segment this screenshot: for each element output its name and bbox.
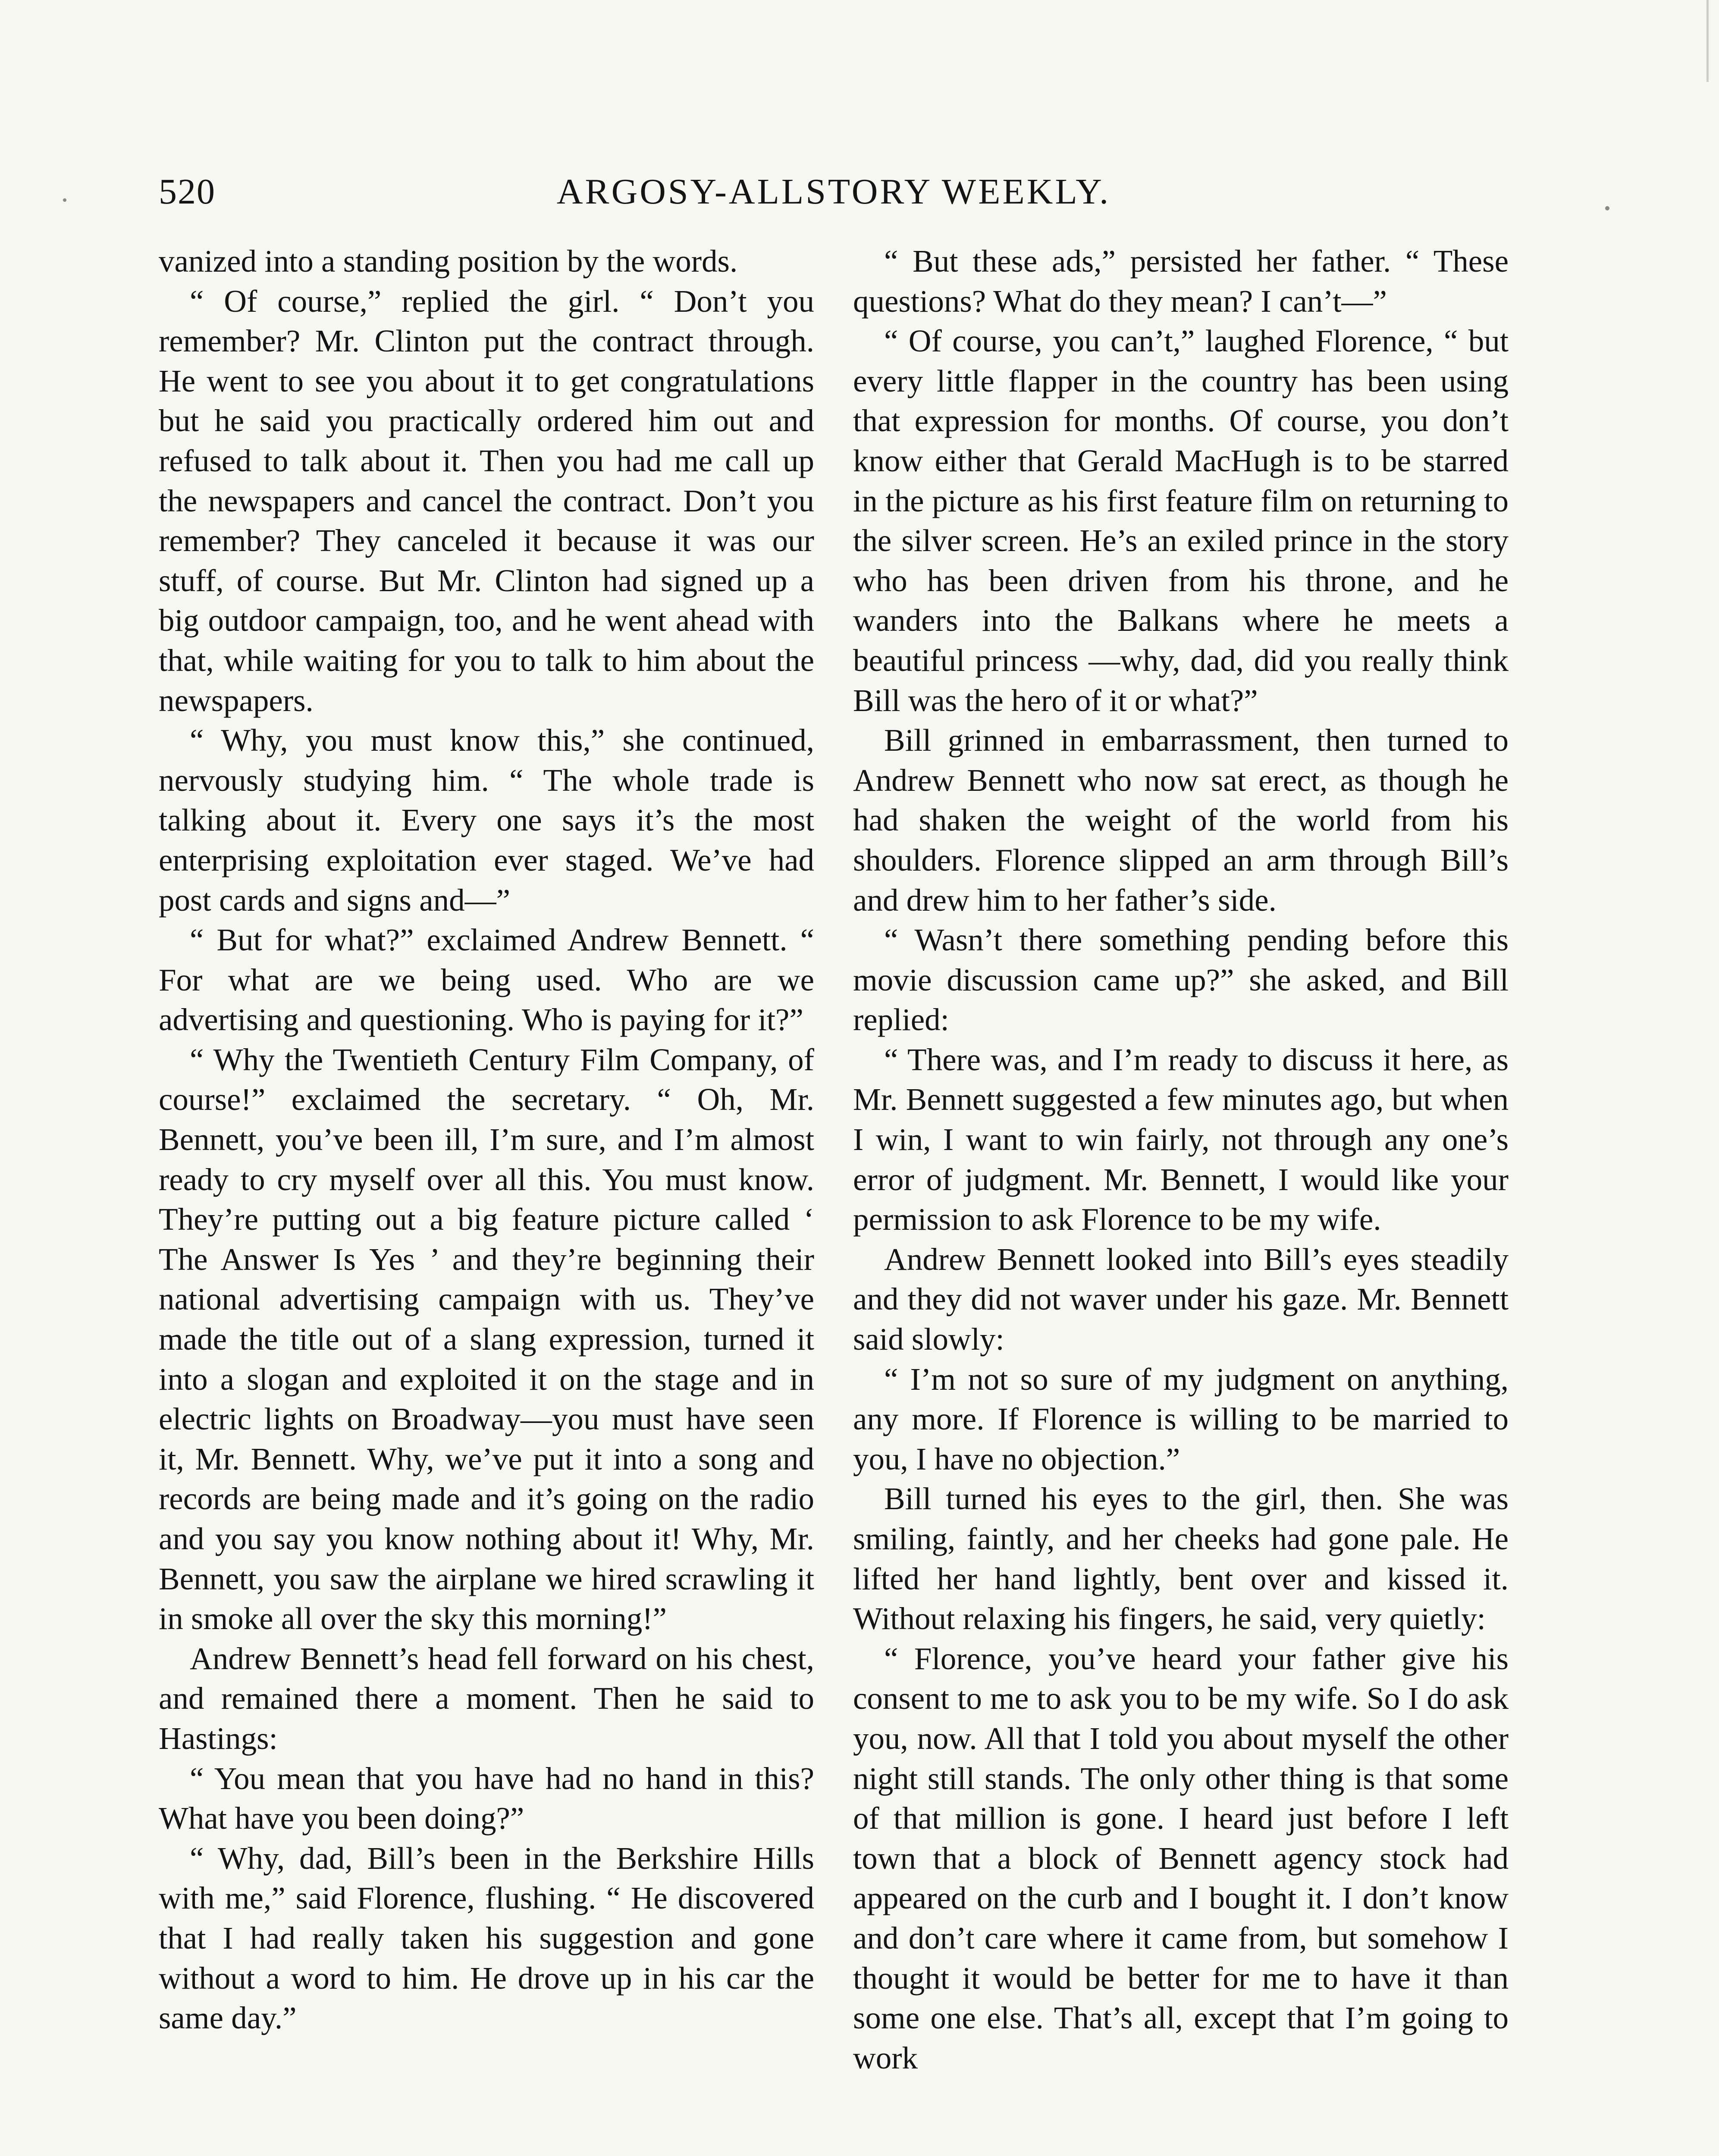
scan-margin-line [1706, 0, 1709, 82]
paragraph: “ Florence, you’ve heard your father give his consent to me to ask you to be my wife. So I do ask you, now. All that I told you about myself the other night still stands. The only other thing is that some of that million is gone. I heard just before I left town that a block of Bennett agency stock had appeared on the curb and I bought it. I don’t know and don’t care where it came from, but somehow I thought it would be better for me to have it than some one else. That’s all, except that I’m going to work [853, 1641, 1509, 2075]
paragraph: “ Why, you must know this,” she continued, nervously studying him. “ The whole trade is talking about it. Every one says it’s the most enterprising exploitation ever staged. We’ve had post cards and signs and—” [159, 723, 814, 918]
paragraph: “ But these ads,” persisted her father. “ These questions? What do they mean? I can’t—” [853, 244, 1509, 319]
paragraph: “ There was, and I’m ready to discuss it here, as Mr. Bennett suggested a few minutes ago, but when I win, I want to win fairly, not through any one’s error of judgment. Mr. Bennett, I would like your permission to ask Florence to be my wife. [853, 1042, 1509, 1237]
paragraph: “ Of course,” replied the girl. “ Don’t you remember? Mr. Clinton put the contract through. He went to see you about it to get congratulations but he said you practically ordered him out and refused to talk about it. Then you had me call up the newspapers and cancel the contract. Don’t you remember? They canceled it because it was our stuff, of course. But Mr. Clinton had signed up a big outdoor campaign, too, and he went ahead with that, while waiting for you to talk to him about the newspapers. [159, 283, 814, 718]
paragraph: “ But for what?” exclaimed Andrew Bennett. “ For what are we being used. Who are we advertising and questioning. Who is paying for it?” [159, 922, 814, 1037]
left-column [159, 241, 814, 2038]
paragraph: “ I’m not so sure of my judgment on anything, any more. If Florence is willing to be married to you, I have no objection.” [853, 1361, 1509, 1476]
paragraph: vanized into a standing position by the words. [159, 244, 738, 279]
paragraph: “ Why the Twentieth Century Film Company, of course!” exclaimed the secretary. “ Oh, Mr. Bennett, you’ve been ill, I’m sure, and I’m almost ready to cry myself over all this. You must know. They’re putting out a big feature picture called ‘ The Answer Is Yes ’ and they’re beginning their national advertising campaign with us. They’ve made the title out of a slang expression, turned it into a slogan and exploited it on the stage and in electric lights on Broadway—you must have seen it, Mr. Bennett. Why, we’ve put it into a song and records are being made and it’s going on the radio and you say you know nothing about it! Why, Mr. Bennett, you saw the airplane we hired scrawling it in smoke all over the sky this morning!” [159, 1042, 814, 1636]
paragraph: “ Wasn’t there something pending before this movie discussion came up?” she asked, and Bill replied: [853, 922, 1509, 1037]
paragraph: “ Why, dad, Bill’s been in the Berkshire Hills with me,” said Florence, flushing. “ He discovered that I had really taken his suggestion and gone without a word to him. He drove up in his car the same day.” [159, 1840, 814, 2036]
paragraph: “ You mean that you have had no hand in this? What have you been doing?” [159, 1761, 814, 1836]
running-title: ARGOSY-ALLSTORY WEEKLY. [556, 172, 1111, 212]
paragraph: Andrew Bennett’s head fell forward on his chest, and remained there a moment. Then he said to Hastings: [159, 1641, 814, 1756]
right-column [853, 241, 1509, 2078]
paragraph: “ Of course, you can’t,” laughed Florence, “ but every little flapper in the country has been using that expression for months. Of course, you don’t know either that Gerald MacHugh is to be starred in the picture as his first feature film on returning to the silver screen. He’s an exiled prince in the story who has been driven from his throne, and he wanders into the Balkans where he meets a beautiful princess —why, dad, did you really think Bill was the hero of it or what?” [853, 323, 1509, 718]
paragraph: Bill grinned in embarrassment, then turned to Andrew Bennett who now sat erect, as though he had shaken the weight of the world from his shoulders. Florence slipped an arm through Bill’s and drew him to her father’s side. [853, 723, 1509, 918]
paragraph: Andrew Bennett looked into Bill’s eyes steadily and they did not waver under his gaze. Mr. Bennett said slowly: [853, 1241, 1509, 1357]
scan-speck [63, 198, 66, 202]
page-number: 520 [159, 172, 216, 212]
paragraph: Bill turned his eyes to the girl, then. She was smiling, faintly, and her cheeks had gone pale. He lifted her hand lightly, bent over and kissed it. Without relaxing his fingers, he said, very quietly: [853, 1481, 1509, 1636]
scan-speck [1605, 206, 1609, 210]
page-header [159, 166, 1509, 226]
